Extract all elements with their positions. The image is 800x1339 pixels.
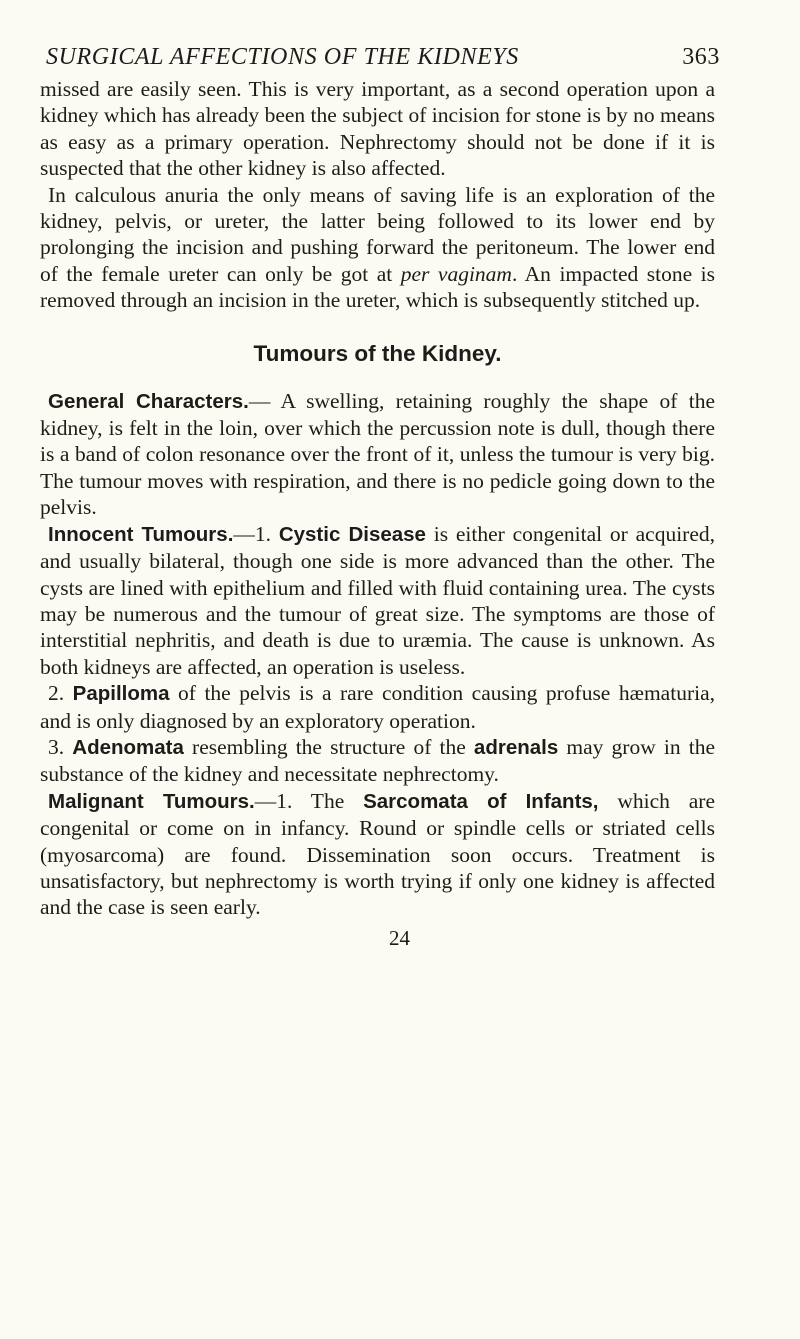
text: —1. xyxy=(233,521,279,546)
text: of the pelvis is a rare condition causing profuse hæmaturia, and is only diagnosed by an exploratory operation. xyxy=(40,681,716,733)
paragraph-adenomata xyxy=(40,734,715,788)
subheading: Sarcomata of Infants, xyxy=(363,789,599,813)
running-head xyxy=(40,42,720,76)
page-number: 363 xyxy=(682,44,720,70)
run-in-heading: General Characters. xyxy=(48,389,249,413)
text: may grow in the substance of the kidney and necessitate nephrectomy. xyxy=(40,734,715,787)
run-in-heading: Innocent Tumours. xyxy=(48,522,234,546)
text: —1. The xyxy=(254,788,364,813)
paragraph-innocent-tumours xyxy=(40,521,715,680)
latin-phrase: per vaginam xyxy=(400,261,512,286)
subheading: Papilloma xyxy=(72,682,170,706)
item-number: 3. xyxy=(48,734,73,759)
paragraph-malignant-tumours xyxy=(40,788,715,921)
paragraph-calculous-anuria xyxy=(40,182,715,314)
running-title: SURGICAL AFFECTIONS OF THE KIDNEYS xyxy=(46,44,519,70)
text: is either congenital or acquired, and usually bilateral, though one side is more advanced than the other. The cysts are lined with epithelium and filled with fluid containing urea. The cysts may be numerous and the tumour of great size. The symptoms are those of interstitial nephritis, and death is due to uræmia. The cause is unknown. As both kidneys are affected, an operation is useless. xyxy=(40,521,715,679)
text: which are congenital or come on in infancy. Round or spindle cells or striated cells (myosarcoma) are found. Dissemination soon occurs. Treatment is unsatisfactory, but nephrectomy is worth trying if only one kidney is affected and the case is seen early. xyxy=(40,788,716,920)
subheading: Adenomata xyxy=(72,735,184,759)
section-heading: Tumours of the Kidney. xyxy=(253,340,502,366)
subheading: Cystic Disease xyxy=(278,522,426,546)
paragraph-general-characters xyxy=(40,388,715,521)
paragraph-papilloma xyxy=(40,680,715,734)
text: resembling the structure of the xyxy=(183,734,474,759)
page-content xyxy=(40,42,720,951)
subheading: adrenals xyxy=(473,735,559,759)
paragraph-continuation: missed are easily seen. This is very important, as a second operation upon a kidney which has already been the subject of incision for stone is by no means as easy as a primary operation. Nephrectomy should not be done if it is suspected that the other kidney is also affected. xyxy=(40,77,715,181)
text: In calculous anuria the only means of saving life is an exploration of the kidney, pelvis, or ureter, the latter being followed to its lower end by prolonging the incision and pushing forward the peritoneum. The lower end of the female ureter can only be got at xyxy=(40,182,715,286)
text: — A swelling, retaining roughly the shape of the kidney, is felt in the loin, over which the percussion note is dull, though there is a band of colon resonance over the front of it, unless the tumour is very big. The tumour moves with respiration, and there is no pedicle going down to the pelvis. xyxy=(40,388,716,520)
item-number: 2. xyxy=(48,681,73,706)
text: . An impacted stone is removed through an incision in the ureter, which is subsequently stitched up. xyxy=(40,261,715,313)
run-in-heading: Malignant Tumours. xyxy=(48,789,255,813)
signature-mark: 24 xyxy=(389,925,410,950)
